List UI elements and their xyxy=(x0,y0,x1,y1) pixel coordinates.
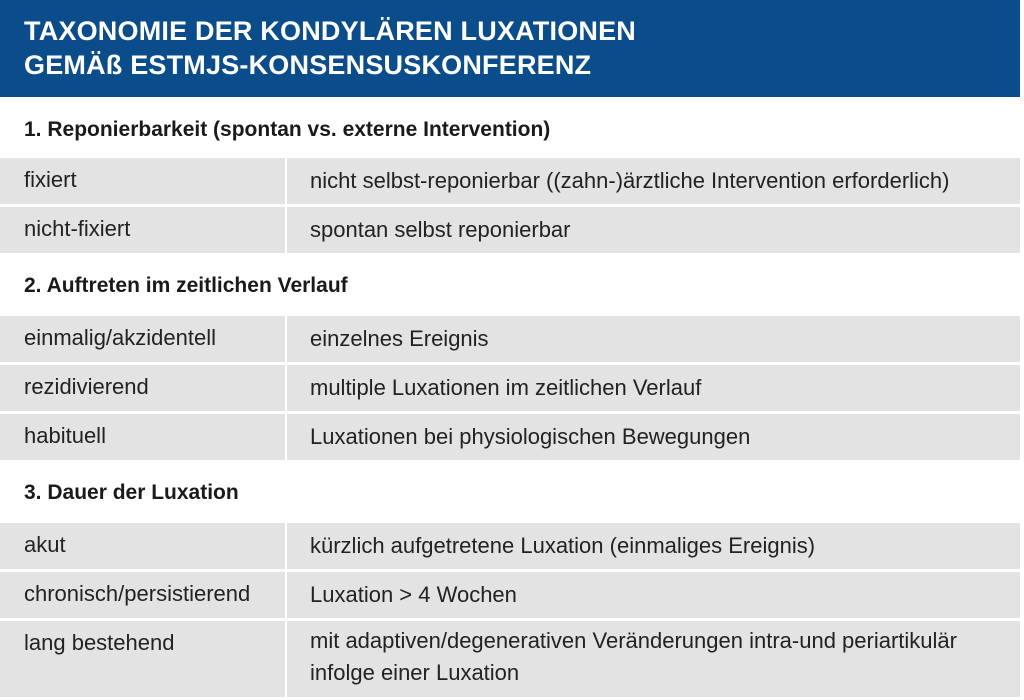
table-row xyxy=(0,207,1020,253)
row-term: einmalig/akzidentell xyxy=(24,325,216,350)
column-divider xyxy=(285,316,287,362)
table-row xyxy=(0,316,1020,362)
row-term: nicht-fixiert xyxy=(24,216,131,241)
column-divider xyxy=(285,572,287,618)
row-term: habituell xyxy=(24,423,106,448)
row-description: nicht selbst-reponierbar ((zahn-)ärztliche Intervention erforderlich) xyxy=(310,168,950,193)
column-divider xyxy=(285,207,287,253)
table-title-line-1: TAXONOMIE DER KONDYLÄREN LUXATIONEN xyxy=(24,16,637,46)
table-row xyxy=(0,621,1020,697)
table-row xyxy=(0,158,1020,204)
row-term: fixiert xyxy=(24,167,77,192)
row-description: Luxation > 4 Wochen xyxy=(310,582,517,607)
table-row xyxy=(0,414,1020,460)
row-description: multiple Luxationen im zeitlichen Verlauf xyxy=(310,375,702,400)
table-header xyxy=(0,0,1020,97)
row-term: rezidivierend xyxy=(24,374,149,399)
row-description: kürzlich aufgetretene Luxation (einmaliges Ereignis) xyxy=(310,533,816,558)
row-description: Luxationen bei physiologischen Bewegungen xyxy=(310,424,751,449)
table-row xyxy=(0,365,1020,411)
table-row xyxy=(0,523,1020,569)
table-title-line-2: GEMÄß ESTMJS-KONSENSUSKONFERENZ xyxy=(24,50,592,80)
row-description: spontan selbst reponierbar xyxy=(310,217,571,242)
row-description: einzelnes Ereignis xyxy=(310,326,489,351)
column-divider xyxy=(285,158,287,204)
row-term: akut xyxy=(24,532,66,557)
row-description: mit adaptiven/degenerativen Veränderungen intra-und periartikulär infolge einer Luxation xyxy=(310,628,957,685)
section-heading-auftreten: 2. Auftreten im zeitlichen Verlauf xyxy=(24,274,348,297)
column-divider xyxy=(285,523,287,569)
table-row xyxy=(0,572,1020,618)
column-divider xyxy=(285,414,287,460)
row-term: chronisch/persistierend xyxy=(24,581,251,606)
column-divider xyxy=(285,365,287,411)
row-term: lang bestehend xyxy=(24,630,175,655)
column-divider xyxy=(285,621,287,697)
section-heading-dauer: 3. Dauer der Luxation xyxy=(24,481,239,504)
section-heading-reponierbarkeit: 1. Reponierbarkeit (spontan vs. externe Intervention) xyxy=(24,118,551,141)
